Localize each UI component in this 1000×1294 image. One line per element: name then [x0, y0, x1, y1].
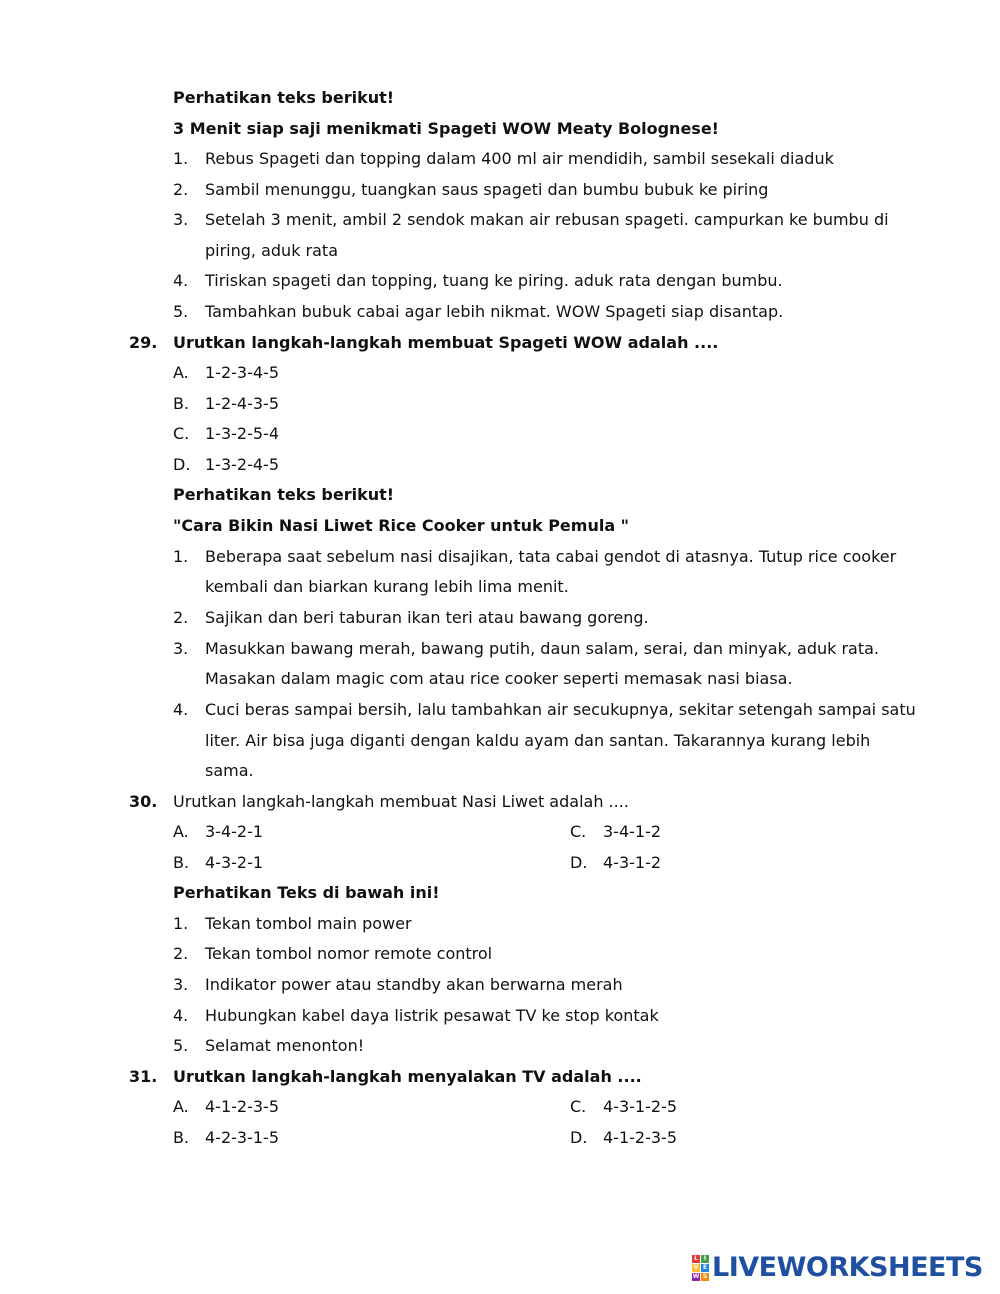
instruction-heading: Perhatikan Teks di bawah ini! — [173, 883, 440, 902]
logo-box: L — [692, 1255, 700, 1263]
instruction-heading: Perhatikan teks berikut! — [173, 485, 395, 504]
text-title: 3 Menit siap saji menikmati Spageti WOW Meaty Bolognese! — [173, 119, 719, 138]
step-text: Tiriskan spageti dan topping, tuang ke piring. aduk rata dengan bumbu. — [205, 271, 783, 290]
question-number: 30. — [129, 792, 158, 811]
logo-mark-icon — [692, 1255, 709, 1281]
option-text: 1-2-4-3-5 — [205, 394, 279, 413]
step-text: Tekan tombol nomor remote control — [205, 944, 493, 963]
logo-text: LIVEWORKSHEETS — [712, 1252, 983, 1283]
option-text: 4-1-2-3-5 — [603, 1128, 677, 1147]
step-number: 4. — [173, 700, 189, 719]
step-number: 5. — [173, 302, 189, 321]
option-text: 4-3-1-2-5 — [603, 1097, 677, 1116]
step-number: 5. — [173, 1036, 189, 1055]
step-text: Cuci beras sampai bersih, lalu tambahkan air secukupnya, sekitar setengah sampai satu — [205, 700, 916, 719]
option-text: 4-2-3-1-5 — [205, 1128, 279, 1147]
step-text-continued: kembali dan biarkan kurang lebih lima menit. — [205, 577, 569, 596]
step-text-continued: sama. — [205, 761, 254, 780]
question-number: 31. — [129, 1067, 158, 1086]
option-text: 4-3-2-1 — [205, 853, 264, 872]
step-number: 3. — [173, 975, 189, 994]
question-text: Urutkan langkah-langkah membuat Nasi Liwet adalah .... — [173, 792, 629, 811]
logo-box: S — [702, 1273, 708, 1280]
step-text: Sambil menunggu, tuangkan saus spageti dan bumbu bubuk ke piring — [205, 180, 769, 199]
question-text: Urutkan langkah-langkah membuat Spageti WOW adalah .... — [173, 333, 719, 352]
step-text: Tambahkan bubuk cabai agar lebih nikmat. WOW Spageti siap disantap. — [205, 302, 784, 321]
liveworksheets-logo — [692, 1252, 983, 1284]
step-number: 1. — [173, 149, 189, 168]
instruction-heading: Perhatikan teks berikut! — [173, 88, 395, 107]
step-text-continued: liter. Air bisa juga diganti dengan kaldu ayam dan santan. Takarannya kurang lebih — [205, 731, 871, 750]
option-text: 1-3-2-5-4 — [205, 424, 279, 443]
option-letter: A. — [173, 363, 189, 382]
option-letter: B. — [173, 853, 190, 872]
option-letter: C. — [570, 1097, 587, 1116]
step-text: Setelah 3 menit, ambil 2 sendok makan air rebusan spageti. campurkan ke bumbu di — [205, 210, 889, 229]
text-title: "Cara Bikin Nasi Liwet Rice Cooker untuk Pemula " — [173, 516, 630, 535]
step-text: Masukkan bawang merah, bawang putih, daun salam, serai, dan minyak, aduk rata. — [205, 639, 880, 658]
step-number: 4. — [173, 271, 189, 290]
step-number: 2. — [173, 608, 189, 627]
logo-box: I — [701, 1255, 709, 1263]
step-number: 2. — [173, 180, 189, 199]
logo-box: W — [692, 1273, 700, 1280]
step-number: 1. — [173, 547, 189, 566]
step-number: 3. — [173, 639, 189, 658]
step-text: Indikator power atau standby akan berwarna merah — [205, 975, 623, 994]
question-number: 29. — [129, 333, 158, 352]
option-letter: C. — [173, 424, 190, 443]
step-text-continued: Masakan dalam magic com atau rice cooker seperti memasak nasi biasa. — [205, 669, 793, 688]
step-text: Tekan tombol main power — [205, 914, 412, 933]
option-letter: C. — [570, 822, 587, 841]
step-text: Rebus Spageti dan topping dalam 400 ml air mendidih, sambil sesekali diaduk — [205, 149, 834, 168]
step-text-continued: piring, aduk rata — [205, 241, 339, 260]
option-letter: A. — [173, 1097, 189, 1116]
option-letter: D. — [173, 455, 191, 474]
option-letter: D. — [570, 853, 588, 872]
step-number: 2. — [173, 944, 189, 963]
logo-box: E — [702, 1264, 708, 1271]
option-text: 1-2-3-4-5 — [205, 363, 279, 382]
option-letter: D. — [570, 1128, 588, 1147]
option-text: 3-4-2-1 — [205, 822, 264, 841]
step-number: 3. — [173, 210, 189, 229]
logo-box: V — [693, 1264, 699, 1271]
step-text: Sajikan dan beri taburan ikan teri atau bawang goreng. — [205, 608, 649, 627]
option-text: 4-1-2-3-5 — [205, 1097, 279, 1116]
question-text: Urutkan langkah-langkah menyalakan TV adalah .... — [173, 1067, 642, 1086]
step-number: 1. — [173, 914, 189, 933]
option-text: 1-3-2-4-5 — [205, 455, 279, 474]
option-text: 3-4-1-2 — [603, 822, 662, 841]
step-text: Selamat menonton! — [205, 1036, 365, 1055]
step-number: 4. — [173, 1006, 189, 1025]
option-letter: B. — [173, 394, 190, 413]
option-letter: A. — [173, 822, 189, 841]
step-text: Beberapa saat sebelum nasi disajikan, tata cabai gendot di atasnya. Tutup rice cooker — [205, 547, 897, 566]
option-text: 4-3-1-2 — [603, 853, 662, 872]
step-text: Hubungkan kabel daya listrik pesawat TV ke stop kontak — [205, 1006, 659, 1025]
option-letter: B. — [173, 1128, 190, 1147]
